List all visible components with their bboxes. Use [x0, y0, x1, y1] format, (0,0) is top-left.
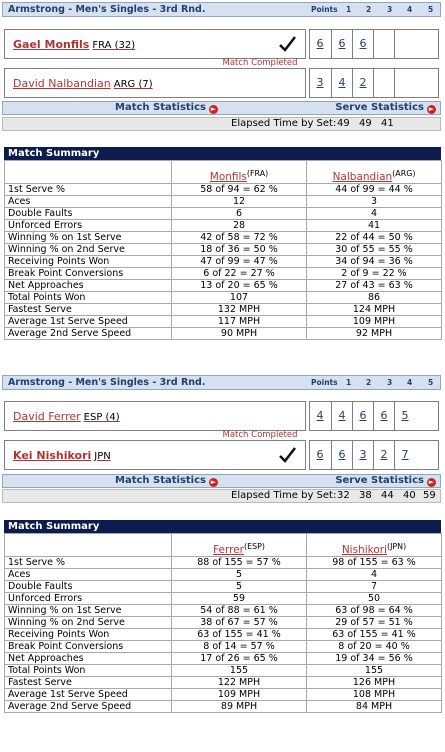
set-score[interactable]: 5	[394, 402, 415, 430]
player1-stat-value: 107	[172, 292, 307, 304]
match1-elapsed-bar	[2, 117, 441, 131]
summary-row	[5, 184, 442, 196]
match-statistics-link[interactable]: Match Statistics ►	[115, 102, 217, 113]
points-label: Points	[311, 5, 338, 14]
summary-row	[5, 304, 442, 316]
match-statistics-link[interactable]: Match Statistics ►	[115, 475, 217, 486]
set-score[interactable]: 2	[373, 441, 394, 469]
set-number-3: 3	[387, 5, 393, 14]
match2-stats-bar	[2, 474, 441, 488]
elapsed-set-4: 40	[403, 490, 416, 501]
arrow-right-icon: ►	[428, 478, 435, 486]
winner-check-icon	[277, 34, 297, 54]
summary-row	[5, 689, 442, 701]
stat-label: Double Faults	[5, 208, 172, 220]
summary-player2-heading[interactable]: Nishikori$^{(JPN)}$	[307, 534, 442, 557]
player1-stat-value: 155	[172, 665, 307, 677]
stat-label: Total Points Won	[5, 292, 172, 304]
player-info: ARG (7)	[113, 79, 153, 90]
stat-label: Receiving Points Won	[5, 629, 172, 641]
serve-statistics-link[interactable]: Serve Statistics ►	[335, 102, 435, 113]
player1-stat-value: 54 of 88 = 61 %	[172, 605, 307, 617]
points-label: Points	[311, 378, 338, 387]
summary-player1-heading[interactable]: Monfils$^{(FRA)}$	[172, 161, 307, 184]
summary-row	[5, 244, 442, 256]
elapsed-set-3: 44	[381, 490, 394, 501]
match1-header	[2, 2, 441, 17]
match1-title: Armstrong - Men's Singles - 3rd Rnd.	[8, 4, 206, 15]
set-score[interactable]: 4	[316, 409, 324, 422]
player1-stat-value: 5	[172, 569, 307, 581]
match1-player1-scores	[309, 29, 439, 59]
set-number-4: 4	[407, 5, 413, 14]
summary-row	[5, 196, 442, 208]
set-score[interactable]: 6	[352, 30, 373, 58]
match-status: Match Completed	[222, 58, 298, 68]
summary-row	[5, 581, 442, 593]
player-name-link[interactable]: Kei Nishikori JPN	[13, 449, 111, 462]
player2-stat-value: 98 of 155 = 63 %	[307, 557, 442, 569]
player1-stat-value: 28	[172, 220, 307, 232]
set-score[interactable]: 3	[316, 76, 324, 89]
player2-stat-value: 124 MPH	[307, 304, 442, 316]
summary2-table	[4, 533, 442, 713]
player1-stat-value: 38 of 67 = 57 %	[172, 617, 307, 629]
summary-row	[5, 605, 442, 617]
player1-stat-value: 88 of 155 = 57 %	[172, 557, 307, 569]
summary-row	[5, 268, 442, 280]
player1-stat-value: 58 of 94 = 62 %	[172, 184, 307, 196]
player1-stat-value: 12	[172, 196, 307, 208]
match2-points-bar	[311, 376, 440, 389]
match1-player2-box	[4, 68, 306, 98]
stat-label: Unforced Errors	[5, 220, 172, 232]
set-number-1: 1	[346, 378, 352, 387]
player2-stat-value: 34 of 94 = 36 %	[307, 256, 442, 268]
summary-player1-heading[interactable]: Ferrer$^{(ESP)}$	[172, 534, 307, 557]
stat-label: Unforced Errors	[5, 593, 172, 605]
set-number-5: 5	[428, 378, 434, 387]
player1-stat-value: 13 of 20 = 65 %	[172, 280, 307, 292]
summary-row	[5, 208, 442, 220]
stat-label: Net Approaches	[5, 653, 172, 665]
stat-label: Winning % on 2nd Serve	[5, 617, 172, 629]
player1-stat-value: 90 MPH	[172, 328, 307, 340]
player2-stat-value: 108 MPH	[307, 689, 442, 701]
player-name-link[interactable]: David Nalbandian ARG (7)	[13, 77, 153, 90]
stat-label: 1st Serve %	[5, 184, 172, 196]
player2-stat-value: 8 of 20 = 40 %	[307, 641, 442, 653]
match2-player1-box	[4, 401, 306, 431]
player1-stat-value: 122 MPH	[172, 677, 307, 689]
summary-row	[5, 641, 442, 653]
set-score	[373, 69, 394, 97]
player2-stat-value: 109 MPH	[307, 316, 442, 328]
set-score[interactable]: 6	[373, 402, 394, 430]
summary-row	[5, 292, 442, 304]
set-number-2: 2	[366, 378, 372, 387]
set-score[interactable]: 7	[394, 441, 415, 469]
elapsed-label: Elapsed Time by Set:	[231, 118, 337, 129]
stat-label: Fastest Serve	[5, 304, 172, 316]
set-score[interactable]: 4	[331, 69, 352, 97]
summary-row	[5, 629, 442, 641]
summary-row	[5, 220, 442, 232]
stat-label: Receiving Points Won	[5, 256, 172, 268]
set-score[interactable]: 6	[352, 402, 373, 430]
summary-row	[5, 316, 442, 328]
set-score[interactable]: 3	[352, 441, 373, 469]
set-number-3: 3	[387, 378, 393, 387]
player2-stat-value: 63 of 98 = 64 %	[307, 605, 442, 617]
player2-stat-value: 86	[307, 292, 442, 304]
stat-label: Break Point Conversions	[5, 641, 172, 653]
player1-stat-value: 117 MPH	[172, 316, 307, 328]
player2-stat-value: 44 of 99 = 44 %	[307, 184, 442, 196]
set-number-2: 2	[366, 5, 372, 14]
summary2-title: Match Summary	[4, 520, 441, 533]
player2-stat-value: 92 MPH	[307, 328, 442, 340]
player1-stat-value: 59	[172, 593, 307, 605]
set-score[interactable]: 4	[331, 402, 352, 430]
stat-label: Double Faults	[5, 581, 172, 593]
stat-label: Net Approaches	[5, 280, 172, 292]
stat-label: Aces	[5, 569, 172, 581]
set-score[interactable]: 2	[352, 69, 373, 97]
player1-stat-value: 109 MPH	[172, 689, 307, 701]
player2-stat-value: 155	[307, 665, 442, 677]
match1-points-bar	[311, 3, 440, 16]
match2-player1-scores	[309, 401, 439, 431]
player2-stat-value: 3	[307, 196, 442, 208]
elapsed-set-3: 41	[381, 118, 394, 129]
summary-row	[5, 557, 442, 569]
summary-header-blank	[5, 534, 172, 557]
stat-label: Average 1st Serve Speed	[5, 689, 172, 701]
arrow-right-icon: ►	[210, 105, 217, 113]
player-info: ESP (4)	[83, 412, 120, 423]
player1-stat-value: 8 of 14 = 57 %	[172, 641, 307, 653]
elapsed-set-1: 49	[337, 118, 350, 129]
summary1-title: Match Summary	[4, 147, 441, 160]
player1-stat-value: 42 of 58 = 72 %	[172, 232, 307, 244]
summary-row	[5, 701, 442, 713]
player2-stat-value: 30 of 55 = 55 %	[307, 244, 442, 256]
winner-check-icon	[277, 445, 297, 465]
player1-stat-value: 5	[172, 581, 307, 593]
player-name-link[interactable]: David Ferrer ESP (4)	[13, 410, 120, 423]
player1-stat-value: 6	[172, 208, 307, 220]
stat-label: Winning % on 1st Serve	[5, 605, 172, 617]
player1-stat-value: 18 of 36 = 50 %	[172, 244, 307, 256]
player-info: JPN	[94, 451, 111, 462]
set-number-4: 4	[407, 378, 413, 387]
stat-label: Average 2nd Serve Speed	[5, 701, 172, 713]
stat-label: Break Point Conversions	[5, 268, 172, 280]
match2-player2-box	[4, 440, 306, 470]
stat-label: Average 2nd Serve Speed	[5, 328, 172, 340]
player2-stat-value: 84 MPH	[307, 701, 442, 713]
player2-stat-value: 22 of 44 = 50 %	[307, 232, 442, 244]
arrow-right-icon: ►	[428, 105, 435, 113]
stat-label: Fastest Serve	[5, 677, 172, 689]
player2-stat-value: 50	[307, 593, 442, 605]
stat-label: Winning % on 2nd Serve	[5, 244, 172, 256]
summary-header-blank	[5, 161, 172, 184]
match1-player2-scores	[309, 68, 439, 98]
summary-row	[5, 256, 442, 268]
set-number-1: 1	[346, 5, 352, 14]
summary-row	[5, 593, 442, 605]
summary-row	[5, 665, 442, 677]
player-name-link[interactable]: Gael Monfils FRA (32)	[13, 38, 136, 51]
summary-row	[5, 232, 442, 244]
player2-stat-value: 19 of 34 = 56 %	[307, 653, 442, 665]
summary-header-row	[5, 534, 442, 557]
set-score	[394, 69, 415, 97]
set-score[interactable]: 6	[331, 30, 352, 58]
player1-stat-value: 6 of 22 = 27 %	[172, 268, 307, 280]
summary-row	[5, 677, 442, 689]
player2-stat-value: 63 of 155 = 41 %	[307, 629, 442, 641]
set-score	[373, 30, 394, 58]
stat-label: 1st Serve %	[5, 557, 172, 569]
player2-stat-value: 126 MPH	[307, 677, 442, 689]
player2-stat-value: 7	[307, 581, 442, 593]
elapsed-set-5: 59	[423, 490, 436, 501]
match2-header	[2, 375, 441, 390]
match2-elapsed-bar	[2, 489, 441, 503]
player-info: FRA (32)	[92, 40, 136, 51]
serve-statistics-link[interactable]: Serve Statistics ►	[335, 475, 435, 486]
player2-stat-value: 41	[307, 220, 442, 232]
player2-stat-value: 27 of 43 = 63 %	[307, 280, 442, 292]
player1-stat-value: 17 of 26 = 65 %	[172, 653, 307, 665]
player2-stat-value: 29 of 57 = 51 %	[307, 617, 442, 629]
player1-stat-value: 132 MPH	[172, 304, 307, 316]
elapsed-set-2: 38	[359, 490, 372, 501]
elapsed-set-2: 49	[359, 118, 372, 129]
match2-title: Armstrong - Men's Singles - 3rd Rnd.	[8, 377, 206, 388]
summary-header-row	[5, 161, 442, 184]
summary-row	[5, 280, 442, 292]
player1-stat-value: 89 MPH	[172, 701, 307, 713]
set-number-5: 5	[428, 5, 434, 14]
summary-row	[5, 653, 442, 665]
player2-stat-value: 2 of 9 = 22 %	[307, 268, 442, 280]
summary-player2-heading[interactable]: Nalbandian$^{(ARG)}$	[307, 161, 442, 184]
player1-stat-value: 47 of 99 = 47 %	[172, 256, 307, 268]
player1-stat-value: 63 of 155 = 41 %	[172, 629, 307, 641]
set-score[interactable]: 6	[316, 448, 324, 461]
match-status: Match Completed	[222, 430, 298, 440]
summary-row	[5, 328, 442, 340]
summary1-table	[4, 160, 442, 340]
summary-row	[5, 617, 442, 629]
match1-player1-box	[4, 29, 306, 59]
elapsed-label: Elapsed Time by Set:	[231, 490, 337, 501]
match2-player2-scores	[309, 440, 439, 470]
stat-label: Total Points Won	[5, 665, 172, 677]
match1-stats-bar	[2, 101, 441, 115]
stat-label: Aces	[5, 196, 172, 208]
stat-label: Winning % on 1st Serve	[5, 232, 172, 244]
summary-row	[5, 569, 442, 581]
set-score[interactable]: 6	[331, 441, 352, 469]
elapsed-set-1: 32	[337, 490, 350, 501]
player2-stat-value: 4	[307, 569, 442, 581]
stat-label: Average 1st Serve Speed	[5, 316, 172, 328]
player2-stat-value: 4	[307, 208, 442, 220]
set-score[interactable]: 6	[316, 37, 324, 50]
set-score	[394, 30, 415, 58]
arrow-right-icon: ►	[210, 478, 217, 486]
